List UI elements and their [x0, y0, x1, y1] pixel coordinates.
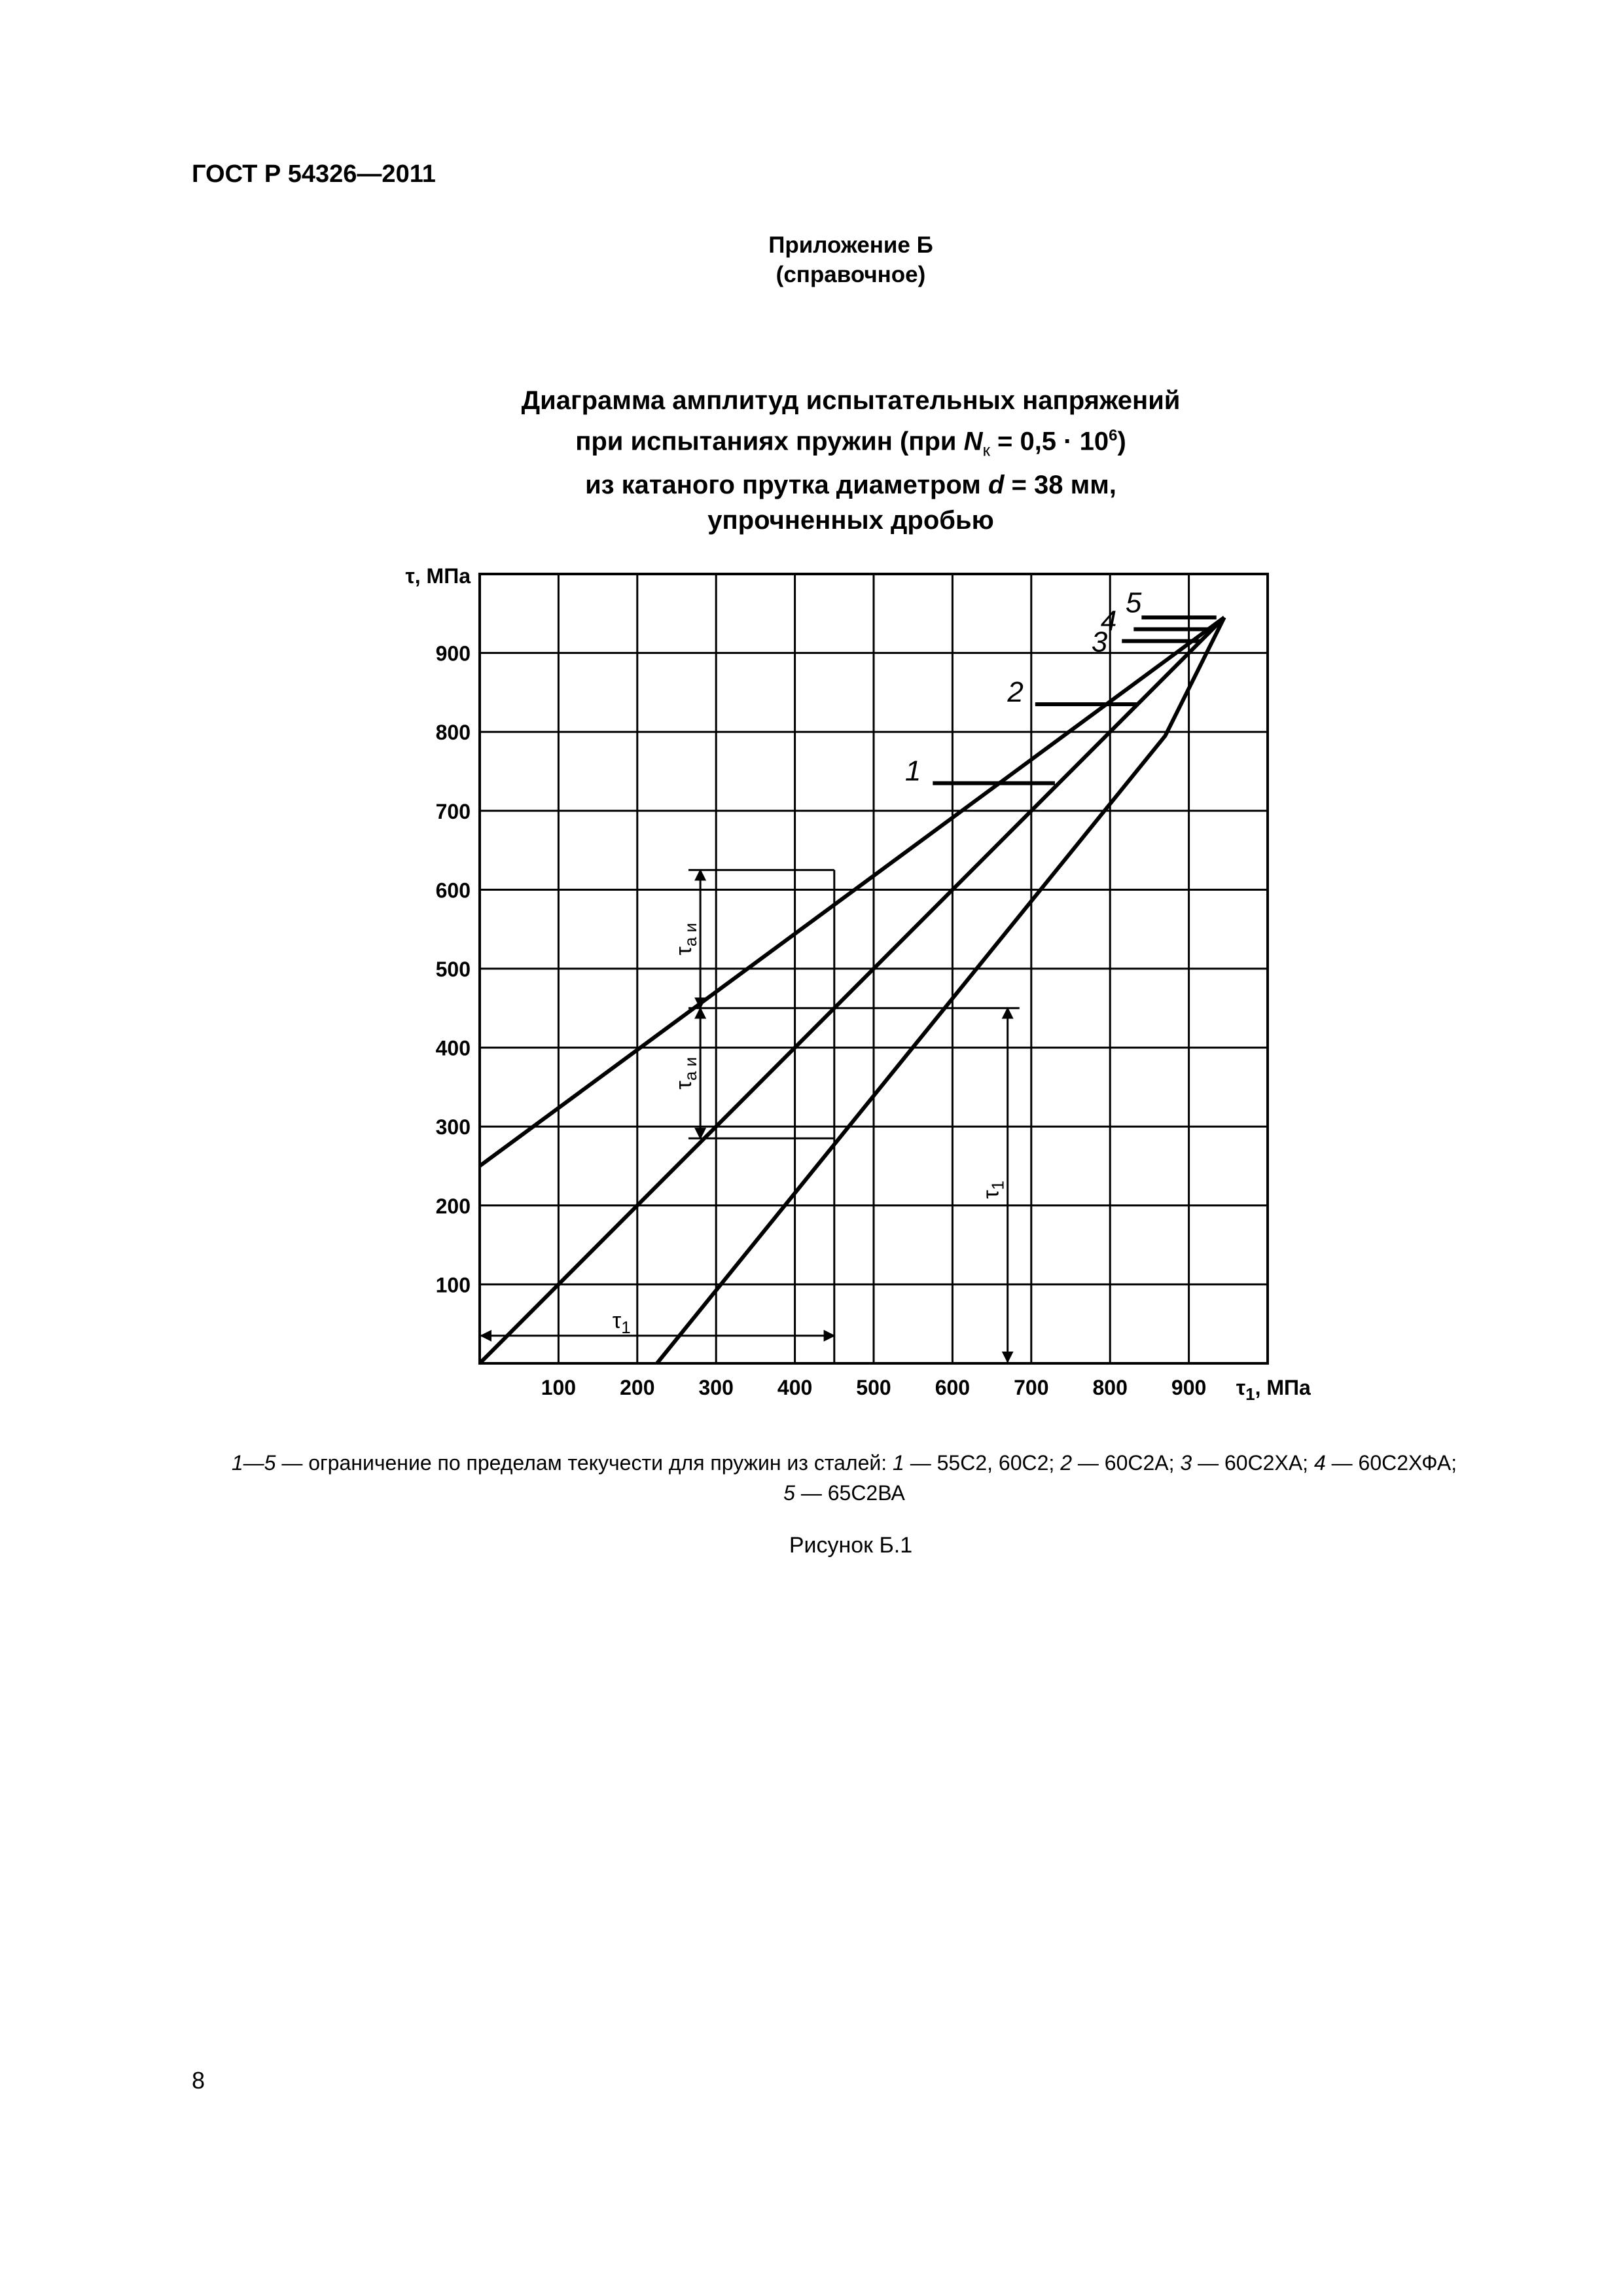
- title-symbol-d: d: [988, 471, 1005, 500]
- yield-limit-label: 4: [1100, 605, 1117, 637]
- chart-annotations: [481, 870, 1020, 1363]
- tau-subscript: а и: [681, 922, 701, 947]
- tau1-label-vertical: [979, 1181, 1008, 1199]
- series-line: [480, 617, 1224, 1166]
- x-axis-label-symbol: τ: [1236, 1376, 1246, 1399]
- yield-limit-label: 1: [904, 755, 921, 787]
- legend-text: — 65С2ВА: [794, 1481, 905, 1505]
- legend-text: — 60С2ХФА;: [1325, 1451, 1457, 1475]
- tau-subscript: 1: [621, 1317, 631, 1337]
- x-axis-label-subscript: 1: [1245, 1384, 1255, 1404]
- title-text: = 38 мм,: [1004, 471, 1116, 500]
- x-axis-label: [1236, 1376, 1311, 1404]
- title-subscript-k: к: [982, 440, 990, 460]
- title-text: из катаного прутка диаметром: [585, 471, 988, 500]
- tau-symbol: τ: [671, 946, 697, 956]
- tau-ai-label: [671, 923, 700, 956]
- chart-title-line4: упрочненных дробью: [707, 506, 994, 535]
- series-line: [480, 617, 1224, 1363]
- title-text: при испытаниях пружин (при: [575, 427, 964, 456]
- x-axis-label-unit: , МПа: [1255, 1376, 1311, 1399]
- yield-limit-label: 5: [1125, 586, 1142, 619]
- y-tick-label: 900: [435, 641, 471, 666]
- x-tick-label: 400: [777, 1376, 813, 1399]
- series-line: [657, 617, 1224, 1363]
- legend-text: — ограничение по пределам текучести для пружин из сталей:: [276, 1451, 893, 1475]
- tau-symbol: τ: [978, 1190, 1004, 1199]
- tau-subscript: 1: [988, 1180, 1008, 1191]
- figure-legend: [196, 1448, 1492, 1508]
- legend-number: 1: [893, 1451, 904, 1475]
- chart-series: [480, 617, 1224, 1363]
- title-text: ): [1117, 427, 1126, 456]
- x-tick-label: 800: [1092, 1376, 1128, 1399]
- x-tick-label: 200: [620, 1376, 655, 1399]
- y-tick-label: 600: [435, 878, 471, 903]
- y-tick-label: 500: [435, 958, 471, 981]
- legend-text: — 60С2А;: [1071, 1451, 1181, 1475]
- legend-number: 3: [1180, 1451, 1192, 1475]
- legend-number: 5: [783, 1481, 795, 1505]
- appendix-kind: (справочное): [776, 262, 926, 287]
- title-exponent: 6: [1109, 427, 1118, 444]
- y-tick-label: 200: [435, 1194, 471, 1218]
- legend-text: — 60С2ХА;: [1192, 1451, 1314, 1475]
- tau1-label: [613, 1308, 631, 1337]
- x-tick-label: 500: [856, 1376, 891, 1399]
- legend-number: 2: [1060, 1451, 1072, 1475]
- x-tick-label: 700: [1014, 1376, 1049, 1399]
- yield-limit-label: 2: [1007, 675, 1024, 708]
- y-axis-label: τ, МПа: [405, 564, 471, 588]
- legend-line1: [196, 1448, 1492, 1478]
- y-tick-label: 400: [435, 1036, 471, 1060]
- x-tick-label: 900: [1171, 1376, 1207, 1399]
- multiply-dot-icon: ·: [1056, 427, 1080, 456]
- legend-line2: [196, 1478, 1492, 1508]
- legend-text: — 55С2, 60С2;: [904, 1451, 1061, 1475]
- document-id: ГОСТ Р 54326—2011: [192, 160, 436, 188]
- chart-title-line1: Диаграмма амплитуд испытательных напряжений: [521, 386, 1181, 415]
- x-tick-label: 300: [698, 1376, 734, 1399]
- title-text: = 0,5: [990, 427, 1057, 456]
- tau-subscript: а и: [681, 1056, 701, 1081]
- title-symbol-n: N: [963, 427, 983, 456]
- tau-ai-label: [671, 1057, 700, 1090]
- x-tick-label: 600: [935, 1376, 971, 1399]
- tau-symbol: τ: [671, 1081, 697, 1090]
- y-tick-label: 100: [435, 1273, 471, 1297]
- y-tick-label: 700: [435, 799, 471, 823]
- x-tick-label: 100: [541, 1376, 577, 1399]
- figure-label: Рисунок Б.1: [789, 1533, 913, 1558]
- y-tick-label: 800: [435, 721, 471, 745]
- appendix-title: Приложение Б: [768, 232, 933, 258]
- y-tick-label: 300: [435, 1115, 471, 1139]
- legend-number: 4: [1313, 1451, 1326, 1475]
- title-text: 10: [1079, 427, 1109, 456]
- page-number: 8: [192, 2067, 205, 2094]
- tau-symbol: τ: [612, 1308, 622, 1333]
- legend-range: 1—5: [231, 1451, 276, 1475]
- yield-limit-label: 3: [1091, 626, 1108, 658]
